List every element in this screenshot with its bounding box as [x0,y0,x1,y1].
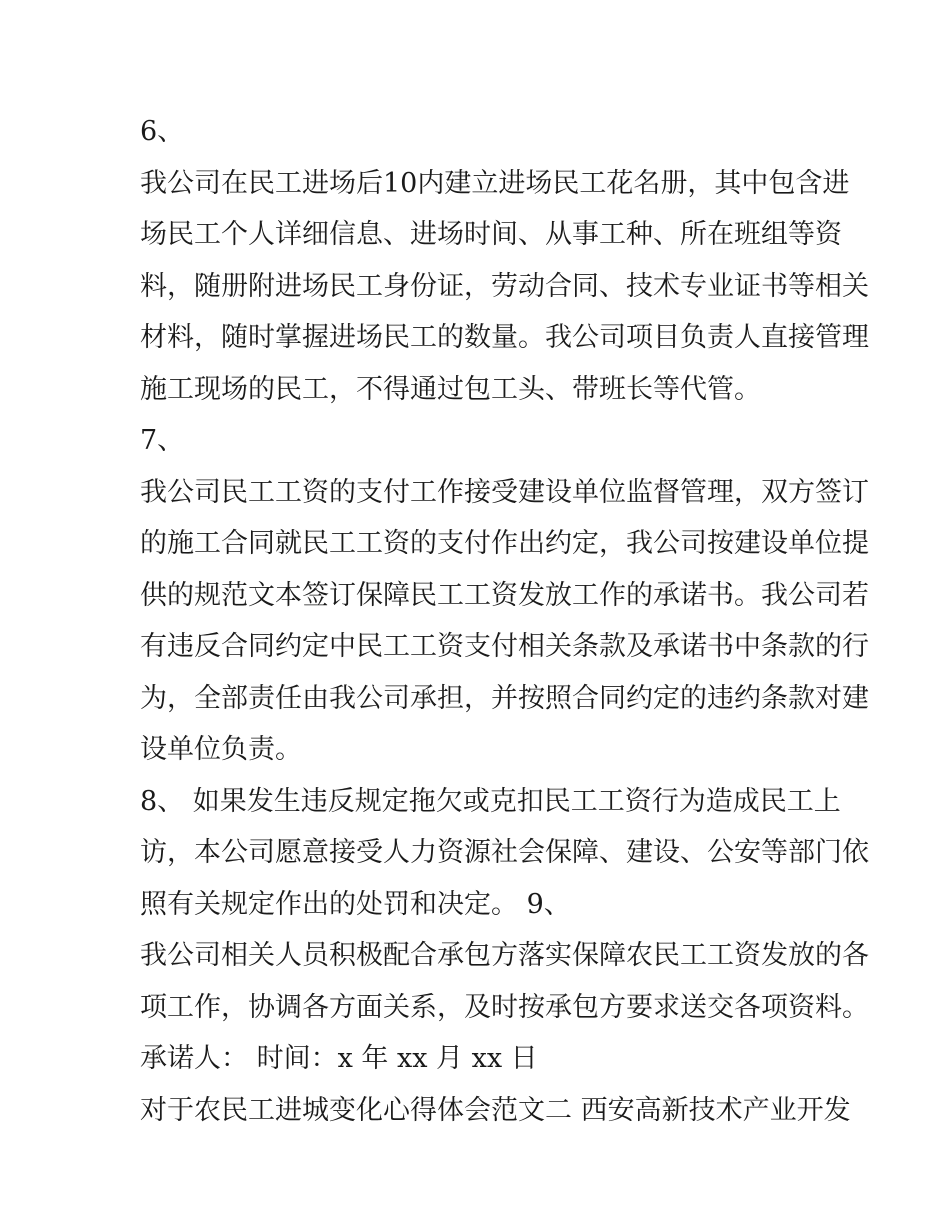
paragraph-line: 访，本公司愿意接受人力资源社会保障、建设、公安等部门依 [140,837,869,868]
paragraph-line: 照有关规定作出的处罚和决定。 9、 [140,888,571,920]
paragraph-line: 我公司相关人员积极配合承包方落实保障农民工工资发放的各 [140,940,869,971]
paragraph-line: 我公司民工工资的支付工作接受建设单位监督管理，双方签订 [140,476,869,508]
paragraph-line: 项工作，协调各方面关系，及时按承包方要求送交各项资料。 [140,991,869,1023]
paragraph-line: 为，全部责任由我公司承担，并按照合同约定的违约条款对建 [140,682,869,714]
document-body [140,106,869,1136]
paragraph-line: 设单位负责。 [140,734,302,765]
paragraph-line: 场民工个人详细信息、进场时间、从事工种、所在班组等资 [140,219,842,250]
paragraph-line: 有违反合同约定中民工工资支付相关条款及承诺书中条款的行 [140,631,869,662]
section-heading-line: 对于农民工进城变化心得体会范文二 西安高新技术产业开发 [140,1094,851,1126]
paragraph-line: 的施工合同就民工工资的支付作出约定，我公司按建设单位提 [140,528,869,559]
paragraph-line: 供的规范文本签订保障民工工资发放工作的承诺书。我公司若 [140,579,869,611]
paragraph-line: 材料，随时掌握进场民工的数量。我公司项目负责人直接管理 [140,322,869,353]
item-number-6: 6、 [140,116,185,147]
paragraph-line: 我公司在民工进场后10内建立进场民工花名册，其中包含进 [140,167,850,199]
paragraph-line: 料，随册附进场民工身份证，劳动合同、技术专业证书等相关 [140,270,869,302]
item-number-7: 7、 [140,425,185,456]
paragraph-line: 8、 如果发生违反规定拖欠或克扣民工工资行为造成民工上 [140,785,841,817]
paragraph-line: 施工现场的民工，不得通过包工头、带班长等代管。 [140,373,761,405]
signature-line: 承诺人： 时间：x 年 xx 月 xx 日 [140,1043,538,1074]
